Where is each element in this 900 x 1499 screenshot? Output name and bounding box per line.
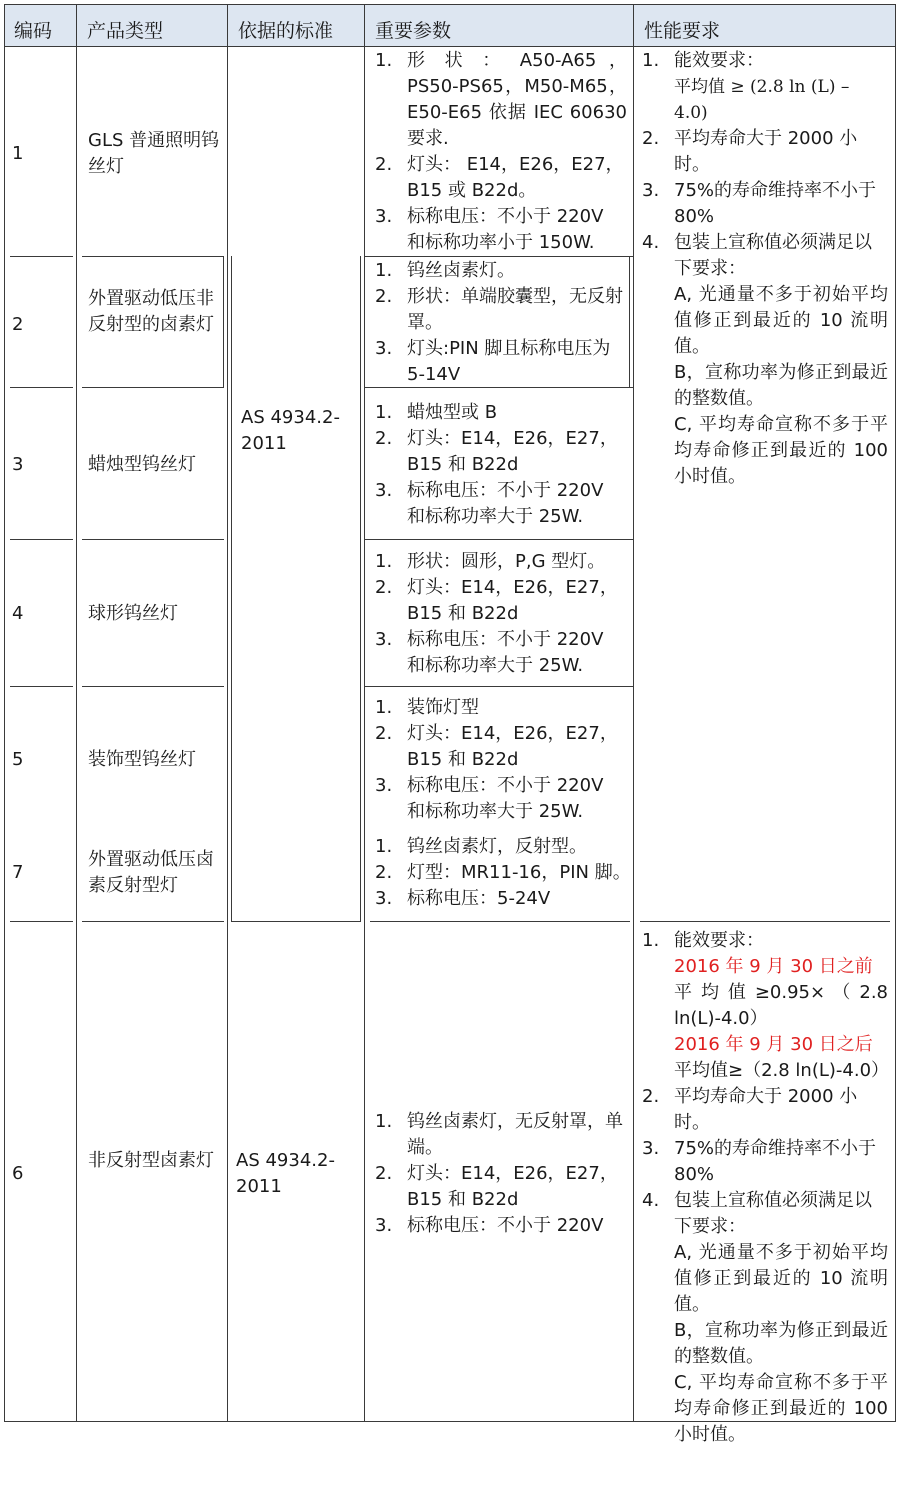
list-item: 2. 形状：单端胶囊型，无反射罩。: [375, 286, 623, 333]
header-params: 重要参数: [365, 4, 633, 46]
header-standard: 依据的标准: [228, 4, 364, 46]
row-divider: [82, 921, 224, 922]
perf2-before-date: 2016 年 9 月 30 日之前: [674, 956, 873, 977]
row-divider: [10, 387, 73, 388]
row4-type: 球形钨丝灯: [88, 603, 178, 624]
list-item: 1. 装饰灯型: [375, 697, 479, 718]
row-divider: [364, 539, 634, 540]
row-divider: [10, 686, 73, 687]
row2-params: [375, 258, 627, 388]
list-item: 1. 钨丝卤素灯，无反射罩，单端。: [375, 1111, 623, 1158]
header-performance: 性能要求: [634, 4, 896, 46]
list-item: 3. 标称电压：5-24V: [375, 888, 551, 909]
cell-inner-border: [231, 256, 232, 922]
perf1-formula: 平均值 ≥ (2.8 ln (L) – 4.0): [674, 77, 850, 123]
row6-params: [375, 1109, 627, 1239]
row3-params: [375, 400, 627, 530]
row-divider: [232, 921, 360, 922]
perf2-item4: 4. 包装上宣称值必须满足以下要求：: [642, 1190, 872, 1237]
perf2-before-formula: 平 均 值 ≥0.95× （ 2.8 ln(L)-4.0）: [674, 982, 888, 1029]
row-divider: [82, 539, 224, 540]
perf1-item3: 3. 75%的寿命维持率不小于 80%: [642, 180, 877, 227]
list-item: 3. 标称电压：不小于 220V 和标称功率大于 25W.: [375, 775, 604, 822]
perf2-after-date: 2016 年 9 月 30 日之后: [674, 1034, 873, 1055]
row3-code: 3: [12, 454, 24, 475]
row5-type: 装饰型钨丝灯: [88, 749, 196, 770]
performance-group1: [642, 48, 888, 490]
row-divider: [640, 921, 890, 922]
row1-params: [375, 48, 627, 256]
cell-inner-border: [629, 256, 630, 388]
perf1-sub-b: B，宣称功率为修正到最近的整数值。: [674, 362, 888, 409]
row-divider: [10, 539, 73, 540]
list-item: 1. 形状：圆形，P,G 型灯。: [375, 551, 606, 572]
row1-type: GLS 普通照明钨丝灯: [88, 130, 220, 177]
list-item: 3. 标称电压：不小于 220V 和标称功率大于 25W.: [375, 480, 604, 527]
list-item: 3. 标称电压：不小于 220V: [375, 1215, 604, 1236]
row-divider: [364, 686, 634, 687]
perf1-sub-c: C, 平均寿命宣称不多于平均寿命修正到最近的 100 小时值。: [674, 414, 888, 487]
table-border-top: [4, 4, 896, 5]
col-line-3: [364, 4, 365, 1422]
list-item: 1. 蜡烛型或 B: [375, 402, 498, 423]
performance-group2: [642, 928, 888, 1448]
perf2-item3: 3. 75%的寿命维持率不小于 80%: [642, 1138, 877, 1185]
row2-type: 外置驱动低压非反射型的卤素灯: [88, 288, 214, 335]
row4-code: 4: [12, 603, 24, 624]
row5-code: 5: [12, 749, 24, 770]
col-line-4: [633, 4, 634, 1422]
col-line-5: [895, 4, 896, 1422]
standard-group1: AS 4934.2-2011: [241, 407, 340, 454]
row-divider: [10, 256, 73, 257]
row3-type: 蜡烛型钨丝灯: [88, 454, 196, 475]
perf1-item1: 1. 能效要求： 平均值 ≥ (2.8 ln (L) – 4.0): [642, 48, 888, 126]
list-item: 3. 标称电压：不小于 220V 和标称功率小于 150W.: [375, 206, 604, 253]
perf1-sub-a: A, 光通量不多于初始平均值修正到最近的 10 流明值。: [674, 284, 888, 357]
row6-code: 6: [12, 1163, 24, 1184]
perf2-after-formula: 平均值≥（2.8 ln(L)-4.0）: [674, 1060, 890, 1081]
list-item: 1. 形 状 ： A50-A65 ， PS50-PS65，M50-M65，E50-E65 依据 IEC 60630 要求.: [375, 50, 627, 149]
row7-code: 7: [12, 862, 24, 883]
perf2-sub-b: B，宣称功率为修正到最近的整数值。: [674, 1320, 888, 1367]
list-item: 2. 灯头：E14，E26，E27，B15 和 B22d: [375, 577, 618, 624]
list-item: 2. 灯头：E14，E26，E27，B15 和 B22d: [375, 428, 618, 475]
list-item: 2. 灯型：MR11-16，PIN 脚。: [375, 862, 631, 883]
row5-params: [375, 695, 627, 825]
row6-type: 非反射型卤素灯: [88, 1150, 214, 1171]
row7-type: 外置驱动低压卤素反射型灯: [88, 849, 214, 896]
header-divider: [4, 46, 896, 47]
col-line-2: [227, 4, 228, 1422]
row-divider: [82, 686, 224, 687]
list-item: 1. 钨丝卤素灯，反射型。: [375, 836, 587, 857]
perf1-item2: 2. 平均寿命大于 2000 小时。: [642, 128, 858, 175]
list-item: 2. 灯头：E14，E26，E27，B15 和 B22d: [375, 1163, 618, 1210]
cell-inner-border: [223, 256, 224, 388]
row7-params: [375, 834, 631, 912]
cell-inner-border: [360, 256, 361, 922]
row-divider: [370, 921, 630, 922]
row4-params: [375, 549, 627, 679]
row6-standard: AS 4934.2-2011: [236, 1150, 335, 1197]
row-divider: [82, 387, 224, 388]
list-item: 2. 灯头：E14，E26，E27，B15 和 B22d: [375, 723, 618, 770]
row-divider: [10, 921, 73, 922]
list-item: 3. 灯头:PIN 脚且标称电压为 5-14V: [375, 338, 611, 385]
perf2-sub-c: C, 平均寿命宣称不多于平均寿命修正到最近的 100 小时值。: [674, 1372, 888, 1445]
perf1-item4: 4. 包装上宣称值必须满足以下要求：: [642, 232, 872, 279]
perf2-sub-a: A, 光通量不多于初始平均值修正到最近的 10 流明值。: [674, 1242, 888, 1315]
list-item: 2. 灯头： E14，E26，E27，B15 或 B22d。: [375, 154, 624, 201]
list-item: 1. 钨丝卤素灯。: [375, 260, 515, 281]
row2-code: 2: [12, 314, 24, 335]
perf2-item2: 2. 平均寿命大于 2000 小时。: [642, 1086, 858, 1133]
header-type: 产品类型: [77, 4, 227, 46]
row-divider: [82, 256, 224, 257]
list-item: 3. 标称电压：不小于 220V 和标称功率大于 25W.: [375, 629, 604, 676]
perf2-item1: 1. 能效要求： 2016 年 9 月 30 日之前 平 均 值 ≥0.95× （ 2.8 ln(L)-4.0） 2016 年 9 月 30 日之后 平均值≥（2.8 ln(L)-4.0）: [642, 928, 888, 1084]
header-code: 编码: [4, 4, 76, 46]
col-line-1: [76, 4, 77, 1422]
col-line-0: [4, 4, 5, 1422]
row-divider: [364, 256, 634, 257]
row1-code: 1: [12, 143, 24, 164]
